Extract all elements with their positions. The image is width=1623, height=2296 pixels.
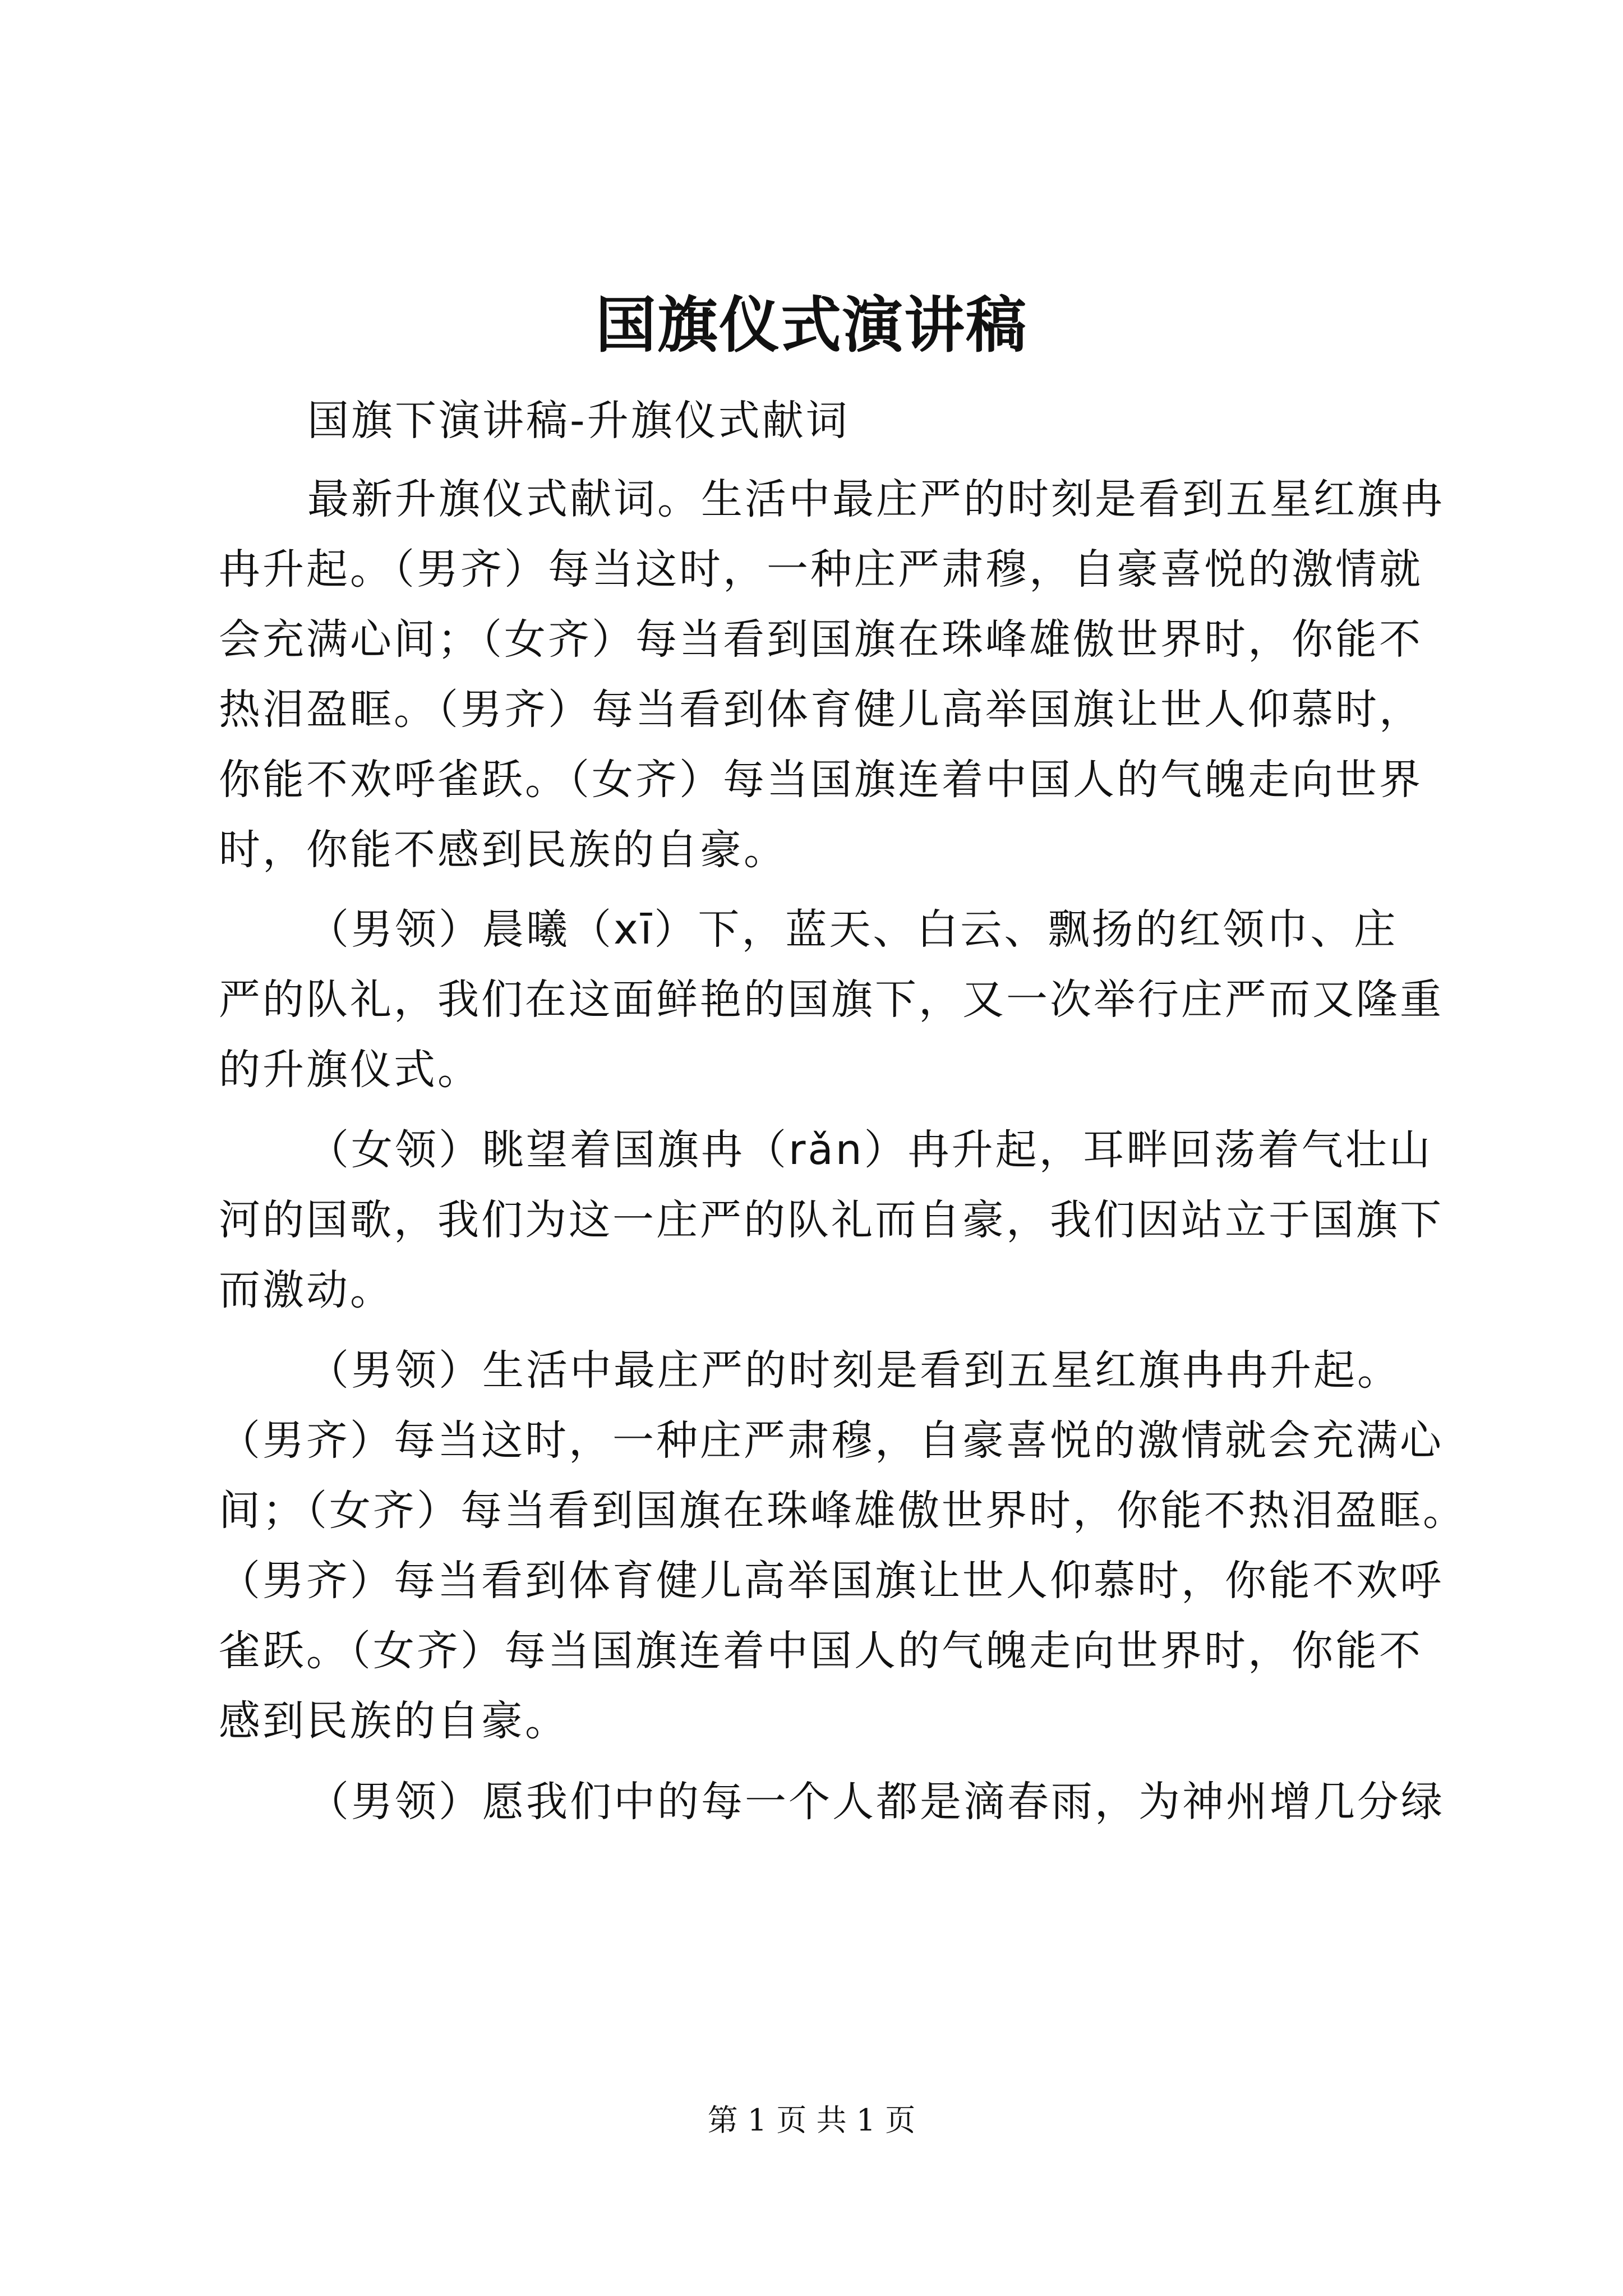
paragraph-line: 的升旗仪式。 bbox=[219, 1046, 481, 1094]
paragraph-line: 而激动。 bbox=[219, 1266, 394, 1314]
paragraph-line: 感到民族的自豪。 bbox=[219, 1697, 569, 1745]
paragraph-line: （男齐）每当这时，一种庄严肃穆，自豪喜悦的激情就会充满心 bbox=[219, 1416, 1444, 1465]
paragraph-line: 雀跃。（女齐）每当国旗连着中国人的气魄走向世界时，你能不 bbox=[219, 1627, 1423, 1675]
paragraph-line: 冉升起。（男齐）每当这时，一种庄严肃穆，自豪喜悦的激情就 bbox=[219, 545, 1423, 593]
paragraph-line: 时，你能不感到民族的自豪。 bbox=[219, 826, 787, 874]
paragraph-line: 最新升旗仪式献词。生活中最庄严的时刻是看到五星红旗冉 bbox=[307, 475, 1445, 523]
paragraph-line: （男齐）每当看到体育健儿高举国旗让世人仰慕时，你能不欢呼 bbox=[219, 1557, 1444, 1605]
page-footer: 第 1 页 共 1 页 bbox=[707, 2102, 916, 2138]
paragraph-line: 你能不欢呼雀跃。（女齐）每当国旗连着中国人的气魄走向世界 bbox=[219, 756, 1423, 804]
paragraph-line: 河的国歌，我们为这一庄严的队礼而自豪，我们因站立于国旗下 bbox=[219, 1196, 1444, 1244]
paragraph-line: （男领）生活中最庄严的时刻是看到五星红旗冉冉升起。 bbox=[307, 1346, 1401, 1395]
paragraph-line: （男领）晨曦（xī）下，蓝天、白云、飘扬的红领巾、庄 bbox=[307, 905, 1398, 954]
subtitle-line: 国旗下演讲稿-升旗仪式献词 bbox=[307, 397, 850, 445]
paragraph-line: 间；（女齐）每当看到国旗在珠峰雄傲世界时，你能不热泪盈眶。 bbox=[219, 1487, 1467, 1535]
paragraph-line: 会充满心间；（女齐）每当看到国旗在珠峰雄傲世界时，你能不 bbox=[219, 615, 1423, 664]
document-title: 国旗仪式演讲稿 bbox=[595, 290, 1027, 361]
paragraph-line: （男领）愿我们中的每一个人都是滴春雨，为神州增几分绿 bbox=[307, 1778, 1445, 1826]
paragraph-line: 严的队礼，我们在这面鲜艳的国旗下，又一次举行庄严而又隆重 bbox=[219, 976, 1444, 1024]
paragraph-line: （女领）眺望着国旗冉（rǎn）冉升起，耳畔回荡着气壮山 bbox=[307, 1126, 1433, 1174]
paragraph-line: 热泪盈眶。（男齐）每当看到体育健儿高举国旗让世人仰慕时， bbox=[219, 685, 1423, 734]
